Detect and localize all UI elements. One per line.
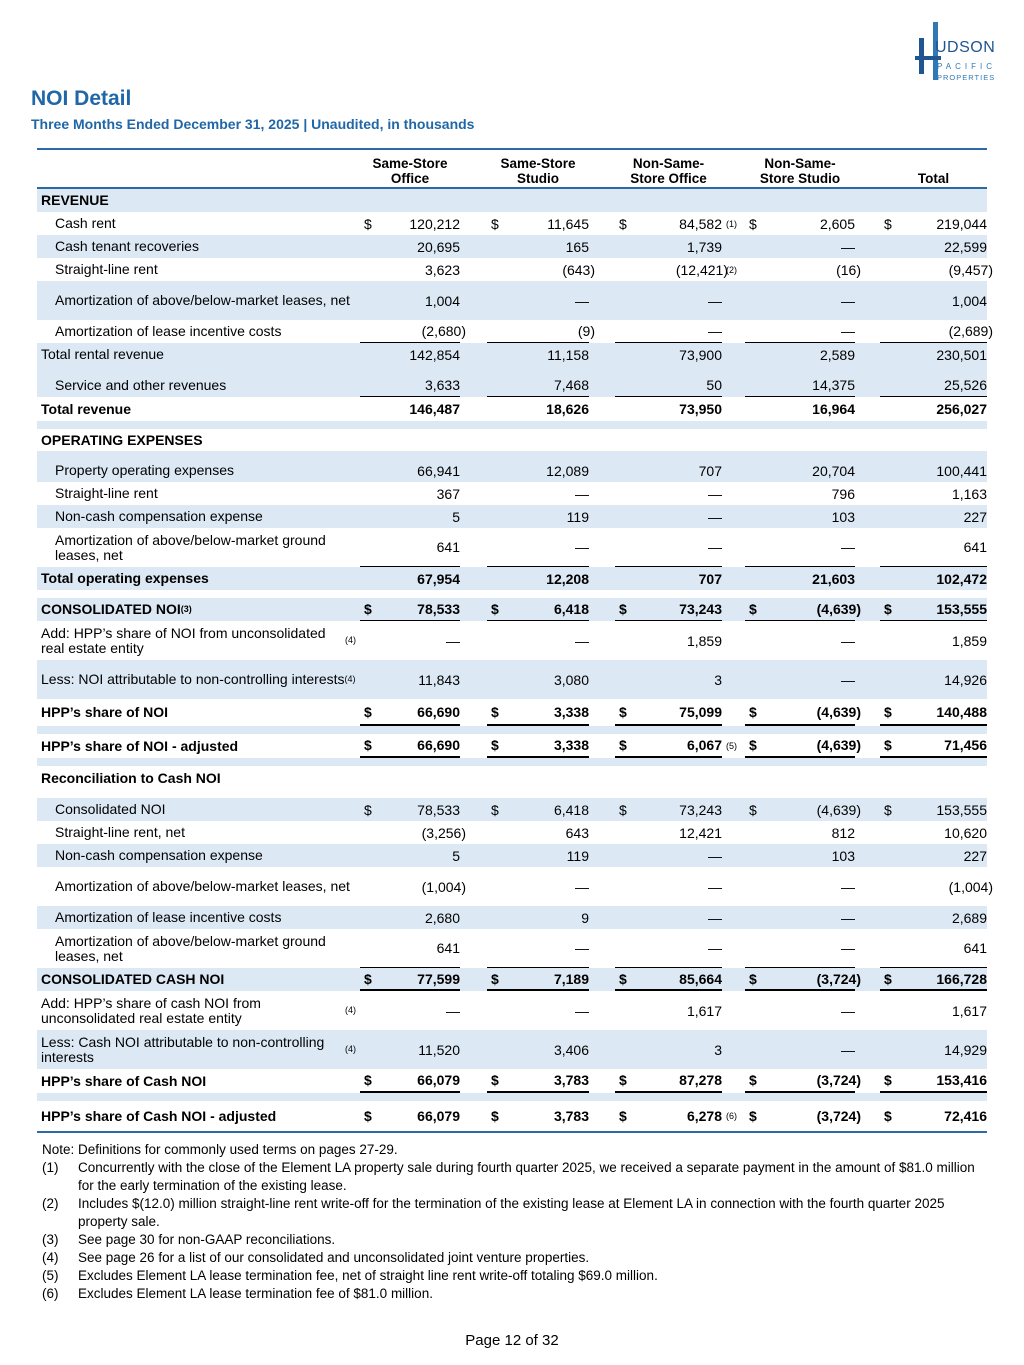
cell-col-5: (2,689) (880, 320, 987, 343)
col-header-5: Total (917, 171, 950, 186)
cell-col-4: 103 (831, 847, 855, 864)
cell-col-1: 3,633 (360, 374, 460, 397)
cell-col-2: — (575, 1002, 589, 1019)
row-label: Service and other revenues (55, 377, 227, 393)
cell-col-3: $ 87,278 (615, 1069, 722, 1093)
cell-col-4 (745, 766, 855, 790)
cell-col-1: 142,854 (409, 346, 460, 363)
cell-col-3 (615, 189, 722, 212)
row-label: CONSOLIDATED NOI (3) (41, 601, 192, 617)
page-subtitle: Three Months Ended December 31, 2025 | Unaudited, in thousands (31, 116, 475, 132)
table-row (37, 429, 987, 451)
table-row (37, 1069, 987, 1093)
cell-col-2: $ 11,645 (491, 215, 589, 232)
cell-col-5: 2,689 (951, 909, 987, 926)
cell-col-5: 100,441 (936, 462, 987, 479)
table-row (37, 968, 987, 991)
row-label: Amortization of above/below-market ground leases, net (55, 932, 326, 964)
table-body (37, 189, 993, 1131)
table-row (37, 212, 987, 235)
footnote-item: (5) Excludes Element LA lease termination fee, net of straight line rent write-off totaling $69.0 million. (42, 1268, 658, 1283)
cell-col-3: — (708, 847, 722, 864)
cell-col-2: 7,468 (487, 374, 589, 397)
row-label: Amortization of above/below-market leases, net (55, 292, 350, 308)
cell-col-1: 11,520 (418, 1041, 460, 1058)
cell-col-1: 20,695 (417, 238, 460, 255)
row-spacer (37, 1093, 987, 1101)
table-row (37, 258, 993, 281)
cell-col-2: $ 3,783 (491, 1108, 589, 1124)
cell-col-1: $ 77,599 (360, 968, 460, 991)
cell-col-4: $ (4,639) (749, 801, 861, 818)
cell-col-5: $ 140,488 (880, 699, 987, 726)
footnote-ref: (1) (726, 218, 737, 229)
cell-col-1: $ 78,533 (364, 801, 460, 818)
cell-col-3: $ 75,099 (615, 699, 722, 726)
row-label: HPP’s share of Cash NOI - adjusted (41, 1107, 277, 1124)
cell-col-5: 14,926 (944, 671, 987, 688)
cell-col-4: $ 2,605 (749, 215, 855, 232)
cell-col-2: — (575, 292, 589, 309)
cell-col-2: — (575, 878, 589, 895)
company-logo (915, 20, 1000, 82)
row-label: OPERATING EXPENSES (41, 431, 203, 448)
cell-col-2: $ 6,418 (487, 598, 589, 621)
cell-col-5 (880, 189, 987, 212)
footnote-ref: (6) (726, 1111, 737, 1121)
table-row (37, 660, 987, 699)
table-row (37, 505, 987, 528)
cell-col-2: 11,158 (547, 346, 589, 363)
cell-col-5: 10,620 (944, 824, 987, 841)
table-row (37, 528, 987, 567)
cell-col-4: 812 (831, 824, 855, 841)
cell-col-2 (487, 429, 589, 451)
cell-col-3: (12,421) (675, 261, 728, 278)
footnote-item: (2) Includes $(12.0) million straight-line rent write-off for the termination of the existing lease at Element LA in connection with the fourth quarter 2025 property sale. (42, 1196, 945, 1229)
cell-col-2: 9 (581, 909, 589, 926)
cell-col-1: 641 (360, 528, 460, 567)
row-label: HPP’s share of NOI (41, 704, 169, 720)
cell-col-5: 1,617 (951, 1002, 987, 1019)
cell-col-1: 641 (360, 929, 460, 968)
cell-col-3: $ 73,243 (619, 801, 722, 818)
cell-col-2: — (487, 528, 589, 567)
cell-col-2: $ 3,783 (487, 1069, 589, 1093)
cell-col-2: 3,080 (553, 671, 589, 688)
table-row (37, 867, 993, 906)
cell-col-2: 119 (566, 508, 589, 525)
table-row (37, 844, 987, 867)
cell-col-3: 707 (698, 570, 722, 587)
cell-col-5: 1,004 (951, 292, 987, 309)
cell-col-2: 18,626 (546, 401, 589, 417)
row-label: Straight-line rent (55, 485, 158, 501)
notes-intro: Note: Definitions for commonly used terms on pages 27-29. (42, 1142, 398, 1157)
cell-col-5: 230,501 (936, 346, 987, 363)
cell-col-4: — (841, 909, 855, 926)
footnote-item: (1) Concurrently with the close of the Element LA property sale during fourth quarter 2025, we received a separate payment in the amount of $81.0 million for the early termination of the existing lease. (42, 1160, 975, 1193)
col-header-3: Non-Same- Store Office (630, 156, 707, 186)
cell-col-3: — (708, 878, 722, 895)
cell-col-4: — (841, 238, 855, 255)
cell-col-2: 3,406 (553, 1041, 589, 1058)
cell-col-5: $ 166,728 (880, 968, 987, 991)
table-row (37, 598, 987, 621)
cell-col-3: 1,617 (686, 1002, 722, 1019)
table-row (37, 482, 987, 505)
row-label: Cash rent (55, 215, 116, 231)
table-header (37, 150, 987, 189)
row-label: Consolidated NOI (55, 801, 166, 817)
cell-col-3: — (708, 909, 722, 926)
table-row (37, 621, 987, 660)
row-label: Property operating expenses (55, 462, 234, 478)
col-header-2: Same-Store Studio (500, 156, 576, 186)
cell-col-1 (360, 766, 460, 790)
table-row (37, 906, 987, 929)
cell-col-4: — (745, 320, 855, 343)
cell-col-2: $ 3,338 (487, 699, 589, 726)
cell-col-4: 16,964 (812, 401, 855, 417)
cell-col-5: 227 (963, 508, 987, 525)
cell-col-5: (9,457) (948, 261, 993, 278)
cell-col-5: $ 153,555 (880, 598, 987, 621)
row-label: Straight-line rent, net (55, 824, 185, 840)
cell-col-4: $ (3,724) (745, 1069, 855, 1093)
cell-col-1: $ 66,079 (360, 1069, 460, 1093)
cell-col-4: $ (3,724) (745, 968, 855, 991)
row-label: Non-cash compensation expense (55, 847, 263, 863)
cell-col-5: 641 (880, 929, 987, 968)
cell-col-1: 66,941 (417, 462, 460, 479)
row-spacer (37, 590, 987, 598)
table-row (37, 991, 987, 1030)
cell-col-1 (360, 189, 460, 212)
cell-col-4: 20,704 (812, 462, 855, 479)
cell-col-3: $ 6,278 (619, 1108, 722, 1124)
cell-col-2: 12,208 (546, 570, 589, 587)
row-label: Non-cash compensation expense (55, 508, 263, 524)
table-row (37, 734, 987, 758)
footnote-item: (3) See page 30 for non-GAAP reconciliations. (42, 1232, 336, 1247)
footnote-ref: (2) (726, 264, 737, 275)
cell-col-1: $ 120,212 (364, 215, 460, 232)
row-spacer (37, 421, 987, 429)
cell-col-5: $ 153,416 (880, 1069, 987, 1093)
cell-col-4: $ (4,639) (745, 699, 855, 726)
cell-col-3: 707 (698, 462, 722, 479)
table-row (37, 821, 987, 844)
cell-col-2: 165 (565, 238, 589, 255)
cell-col-2: 12,089 (546, 462, 589, 479)
col-header-1: Same-Store Office (372, 156, 448, 186)
page-number: Page 12 of 32 (465, 1332, 559, 1349)
cell-col-3: — (615, 528, 722, 567)
cell-col-4: — (841, 632, 855, 649)
cell-col-3: 3 (714, 1041, 722, 1058)
row-label: CONSOLIDATED CASH NOI (41, 971, 225, 987)
cell-col-4: $ (3,724) (749, 1108, 861, 1124)
cell-col-1: 5 (452, 847, 460, 864)
cell-col-3: — (615, 929, 722, 968)
cell-col-4: $ (4,639) (745, 598, 855, 621)
cell-col-3: 12,421 (679, 824, 722, 841)
cell-col-2 (487, 766, 589, 790)
row-spacer (37, 726, 987, 734)
row-label: Total operating expenses (41, 570, 209, 586)
note-list (42, 1159, 982, 1303)
cell-col-5: (1,004) (948, 878, 993, 895)
table-row (37, 1101, 987, 1131)
cell-col-5 (880, 429, 987, 451)
cell-col-3: — (708, 292, 722, 309)
cell-col-2: $ 6,418 (491, 801, 589, 818)
table-row (37, 567, 987, 590)
cell-col-1: 67,954 (417, 570, 460, 587)
table-row (37, 343, 987, 366)
cell-col-1: 146,487 (409, 401, 460, 417)
cell-col-3: 50 (615, 374, 722, 397)
table-row (37, 459, 987, 482)
cell-col-4: — (841, 1002, 855, 1019)
row-label: Total revenue (41, 400, 131, 417)
cell-col-4: $ (4,639) (745, 734, 855, 758)
table-row (37, 397, 987, 421)
cell-col-2: 643 (565, 824, 589, 841)
row-spacer (37, 451, 987, 459)
footnote-ref: (5) (726, 741, 737, 751)
cell-col-5: 14,929 (944, 1041, 987, 1058)
cell-col-3: — (708, 485, 722, 502)
logo-word: UDSON (935, 39, 996, 56)
cell-col-4: — (841, 878, 855, 895)
cell-col-5: 641 (880, 528, 987, 567)
cell-col-3: 1,859 (686, 632, 722, 649)
cell-col-3 (615, 766, 722, 790)
row-label: Cash tenant recoveries (55, 238, 199, 254)
cell-col-3: — (615, 320, 722, 343)
row-label: Amortization of lease incentive costs (55, 909, 282, 925)
cell-col-3: $ 6,067 (615, 734, 722, 758)
cell-col-5: $ 72,416 (884, 1108, 987, 1124)
table-row (37, 798, 987, 821)
row-label: HPP’s share of Cash NOI (41, 1072, 207, 1089)
cell-col-3: 1,739 (686, 238, 722, 255)
table-row (37, 281, 987, 320)
noi-table (37, 148, 993, 1133)
cell-col-2: — (575, 485, 589, 502)
cell-col-2: (9) (487, 320, 589, 343)
row-spacer (37, 366, 987, 374)
cell-col-4: — (841, 1041, 855, 1058)
cell-col-3: $ 73,243 (615, 598, 722, 621)
cell-col-1: 1,004 (424, 292, 460, 309)
cell-col-2: $ 3,338 (487, 734, 589, 758)
cell-col-3: 73,900 (679, 346, 722, 363)
cell-col-2: — (487, 929, 589, 968)
cell-col-1: $ 66,690 (360, 734, 460, 758)
row-spacer (37, 758, 987, 766)
logo-sub2: PROPERTIES (937, 73, 996, 82)
cell-col-1: $ 66,690 (360, 699, 460, 726)
cell-col-4: — (745, 929, 855, 968)
cell-col-5: 102,472 (936, 570, 987, 587)
cell-col-4: 21,603 (812, 570, 855, 587)
cell-col-4: — (841, 671, 855, 688)
cell-col-3: — (708, 508, 722, 525)
cell-col-2: $ 7,189 (487, 968, 589, 991)
cell-col-3: $ 85,664 (615, 968, 722, 991)
footnotes (42, 1141, 982, 1303)
cell-col-4 (745, 429, 855, 451)
cell-col-1: (1,004) (421, 878, 466, 895)
row-label: Add: HPP’s share of cash NOI from unconsolidated real estate entity (4) (41, 994, 356, 1026)
table-row (37, 766, 987, 790)
table-row (37, 320, 993, 343)
cell-col-5: 1,163 (951, 485, 987, 502)
cell-col-4: 2,589 (819, 346, 855, 363)
col-header-4: Non-Same- Store Studio (759, 156, 841, 186)
row-spacer (37, 790, 987, 798)
cell-col-1: (3,256) (421, 824, 466, 841)
row-label: Add: HPP’s share of NOI from unconsolidated real estate entity (4) (41, 624, 356, 656)
cell-col-2: (643) (562, 261, 595, 278)
row-label: Amortization of above/below-market ground leases, net (55, 531, 326, 563)
table-row (37, 929, 987, 968)
cell-col-5: $ 71,456 (880, 734, 987, 758)
cell-col-4: 796 (831, 485, 855, 502)
row-label: Total rental revenue (41, 346, 164, 362)
cell-col-3: $ 84,582 (619, 215, 722, 232)
cell-col-4: 14,375 (745, 374, 855, 397)
cell-col-1: 11,843 (418, 671, 460, 688)
cell-col-1: 2,680 (424, 909, 460, 926)
footnote-item: (6) Excludes Element LA lease termination fee of $81.0 million. (42, 1286, 433, 1301)
cell-col-5: 1,859 (951, 632, 987, 649)
cell-col-4: — (745, 528, 855, 567)
cell-col-1: 367 (436, 485, 460, 502)
cell-col-1: (2,680) (360, 320, 460, 343)
cell-col-5 (880, 766, 987, 790)
row-label: HPP’s share of NOI - adjusted (41, 737, 239, 754)
cell-col-5: 25,526 (880, 374, 987, 397)
cell-col-5: 256,027 (936, 401, 987, 417)
cell-col-1: 5 (452, 508, 460, 525)
row-label: Less: NOI attributable to non-controlling interests (4) (41, 671, 356, 687)
cell-col-5: 22,599 (944, 238, 987, 255)
table-row (37, 189, 987, 212)
cell-col-5: 227 (963, 847, 987, 864)
cell-col-5: $ 219,044 (884, 215, 987, 232)
row-label: Amortization of lease incentive costs (55, 323, 282, 339)
table-row (37, 699, 987, 726)
cell-col-1 (360, 429, 460, 451)
cell-col-2: 119 (566, 847, 589, 864)
cell-col-1: $ 66,079 (364, 1108, 460, 1124)
cell-col-3 (615, 429, 722, 451)
cell-col-4: — (841, 292, 855, 309)
table-row (37, 374, 987, 397)
page-title: NOI Detail (31, 87, 132, 110)
cell-col-4: 103 (831, 508, 855, 525)
table-row (37, 235, 987, 258)
row-label: REVENUE (41, 192, 109, 208)
logo-sub1: PACIFIC (937, 62, 996, 71)
cell-col-3: 73,950 (679, 401, 722, 417)
row-label: Reconciliation to Cash NOI (41, 769, 221, 786)
cell-col-4 (745, 189, 855, 212)
cell-col-1: $ 78,533 (360, 598, 460, 621)
cell-col-2 (487, 189, 589, 212)
cell-col-1: — (446, 632, 460, 649)
cell-col-3: 3 (714, 671, 722, 688)
cell-col-5: $ 153,555 (884, 801, 987, 818)
row-label: Less: Cash NOI attributable to non-controlling interests (4) (41, 1033, 356, 1065)
table-row (37, 1030, 987, 1069)
row-label: Straight-line rent (55, 261, 158, 277)
cell-col-4: (16) (836, 261, 861, 278)
footnote-item: (4) See page 26 for a list of our consolidated and unconsolidated joint venture properties. (42, 1250, 590, 1265)
cell-col-1: — (446, 1002, 460, 1019)
row-label: Amortization of above/below-market leases, net (55, 878, 350, 894)
cell-col-1: 3,623 (424, 261, 460, 278)
cell-col-2: — (575, 632, 589, 649)
